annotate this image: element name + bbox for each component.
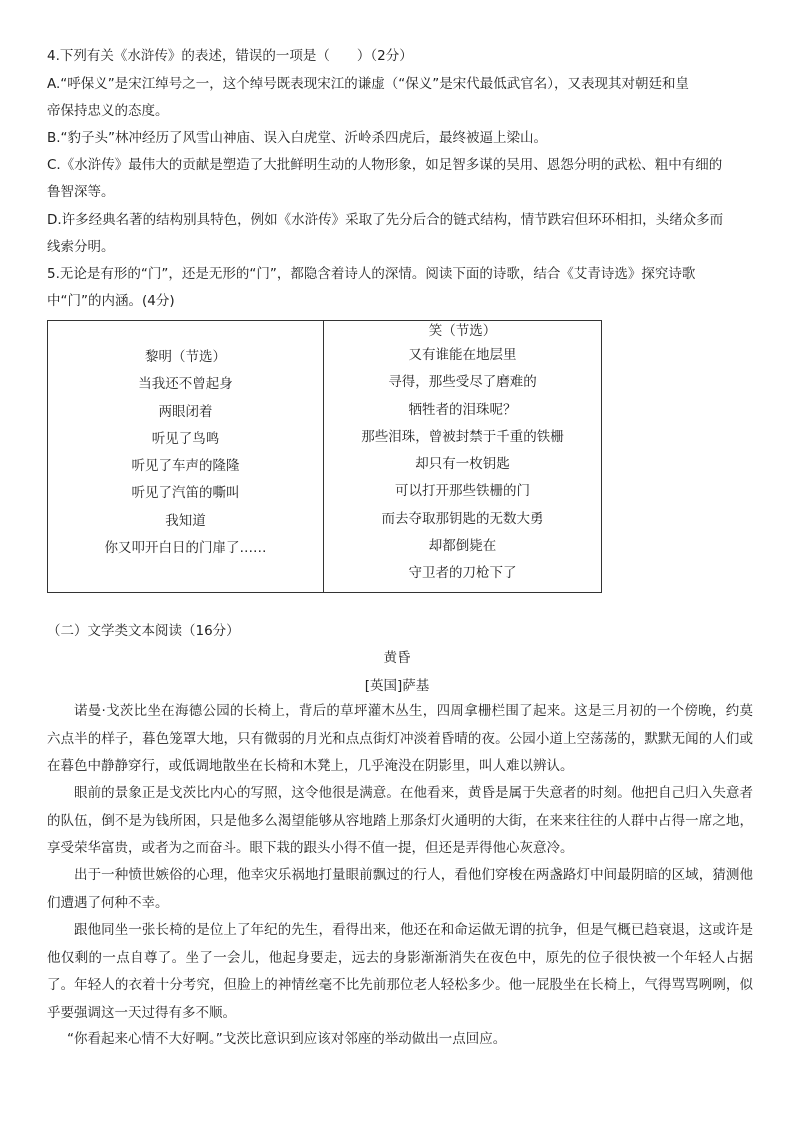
- poem-right-title: 笑（节选）: [428, 323, 497, 339]
- q4-option-a-line1: A.“呼保义”是宋江绰号之一，这个绰号既表现宋江的谦虚（“保义”是宋代最低武官名），又表现其对朝廷和皇: [47, 76, 690, 92]
- poem-right-line: 那些泪珠，曾被封禁于千重的铁栅: [361, 428, 564, 445]
- q4-option-d-line2: 线索分明。: [47, 239, 115, 255]
- poem-right-line: 寻得，那些受尽了磨难的: [388, 374, 537, 391]
- poem-left-line: 听见了鸟鸣: [151, 430, 220, 447]
- poem-right-line: 可以打开那些铁栅的门: [395, 483, 530, 500]
- article-author: [英国]萨基: [364, 678, 430, 694]
- article-title: 黄昏: [383, 650, 411, 666]
- poem-left-line: 我知道: [165, 512, 206, 529]
- poem-left-line: 听见了车声的隆隆: [131, 458, 240, 475]
- q4-option-c-line1: C.《水浒传》最伟大的贡献是塑造了大批鲜明生动的人物形象，如足智多谋的吴用、恩怨分明的武松、粗中有细的: [47, 157, 723, 173]
- poem-right-line: 守卫者的刀枪下了: [408, 565, 517, 582]
- poem-right-cell: [324, 321, 602, 593]
- poem-left-line: 你又叩开白日的门扉了……: [104, 540, 267, 557]
- poem-right-line: 却都倒毙在: [428, 538, 497, 555]
- q4-stem: 4.下列有关《水浒传》的表述，错误的一项是（ ）（2分）: [47, 48, 413, 64]
- poem-left-line: 当我还不曾起身: [138, 376, 233, 393]
- article-paragraph-3: 出于一种愤世嫉俗的心理，他幸灾乐祸地打量眼前飘过的行人，看他们穿梭在两盏路灯中间最阴暗的区域，猜测他们遭遇了何种不幸。: [47, 867, 753, 911]
- poem-left-line: 两眼闭着: [158, 403, 213, 420]
- poem-right-line: 而去夺取那钥匙的无数大勇: [381, 510, 544, 527]
- poem-right-line: 却只有一枚钥匙: [415, 456, 510, 473]
- q5-stem-line2: 中“门”的内涵。(4分): [47, 293, 175, 309]
- article-paragraph-2: 眼前的景象正是戈茨比内心的写照，这令他很是满意。在他看来，黄昏是属于失意者的时刻。他把自己归入失意者的队伍，倒不是为钱所困，只是他多么渴望能够从容地踏上那条灯火通明的大街，在来来往往的人群中占得一席之地，享受荣华富贵，或者为之而奋斗。眼下栽的跟头小得不值一提，但还是弄得他心灰意冷。: [47, 785, 753, 856]
- q4-option-b: B.“豹子头”林冲经历了风雪山神庙、误入白虎堂、沂岭杀四虎后，最终被逼上梁山。: [47, 130, 548, 146]
- poem-right-line: 牺牲者的泪珠呢？: [408, 401, 517, 418]
- poem-right-line: 又有谁能在地层里: [408, 347, 517, 363]
- q4-option-a-line2: 帝保持忠义的态度。: [47, 103, 169, 119]
- q5-stem-line1: 5.无论是有形的“门”，还是无形的“门”，都隐含着诗人的深情。阅读下面的诗歌，结合《艾青诗选》探究诗歌: [47, 266, 696, 282]
- poem-left-cell: [48, 321, 324, 593]
- poems-table: [47, 320, 602, 593]
- article-paragraph-4: 跟他同坐一张长椅的是位上了年纪的先生，看得出来，他还在和命运做无谓的抗争，但是气概已趋衰退，这或许是他仅剩的一点自尊了。坐了一会儿，他起身要走，远去的身影渐渐消失在夜色中，原先的位子很快被一个年轻人占据了。年轻人的衣着十分考究，但脸上的神情丝毫不比先前那位老人轻松多少。他一屁股坐在长椅上，气得骂骂咧咧，似乎要强调这一天过得有多不顺。: [47, 922, 753, 1021]
- article-paragraph-1: 诺曼·戈茨比坐在海德公园的长椅上，背后的草坪灌木丛生，四周拿栅栏围了起来。这是三月初的一个傍晚，约莫六点半的样子，暮色笼罩大地，只有微弱的月光和点点街灯冲淡着昏晴的夜。公园小道上空荡荡的，默默无闻的人们或在暮色中静静穿行，或低调地散坐在长椅和木凳上，几乎淹没在阴影里，叫人难以辨认。: [47, 703, 753, 774]
- poem-left-line: 听见了汽笛的嘶叫: [131, 485, 240, 502]
- article-paragraph-5: “你看起来心情不大好啊。”戈茨比意识到应该对邻座的举动做出一点回应。: [67, 1031, 507, 1047]
- poem-left-title: 黎明（节选）: [145, 349, 226, 365]
- section-heading: （二）文学类文本阅读（16分）: [47, 623, 240, 639]
- q4-option-c-line2: 鲁智深等。: [47, 184, 115, 200]
- q4-option-d-line1: D.许多经典名著的结构别具特色，例如《水浒传》采取了先分后合的链式结构，情节跌宕但环环相扣，头绪众多而: [47, 212, 724, 228]
